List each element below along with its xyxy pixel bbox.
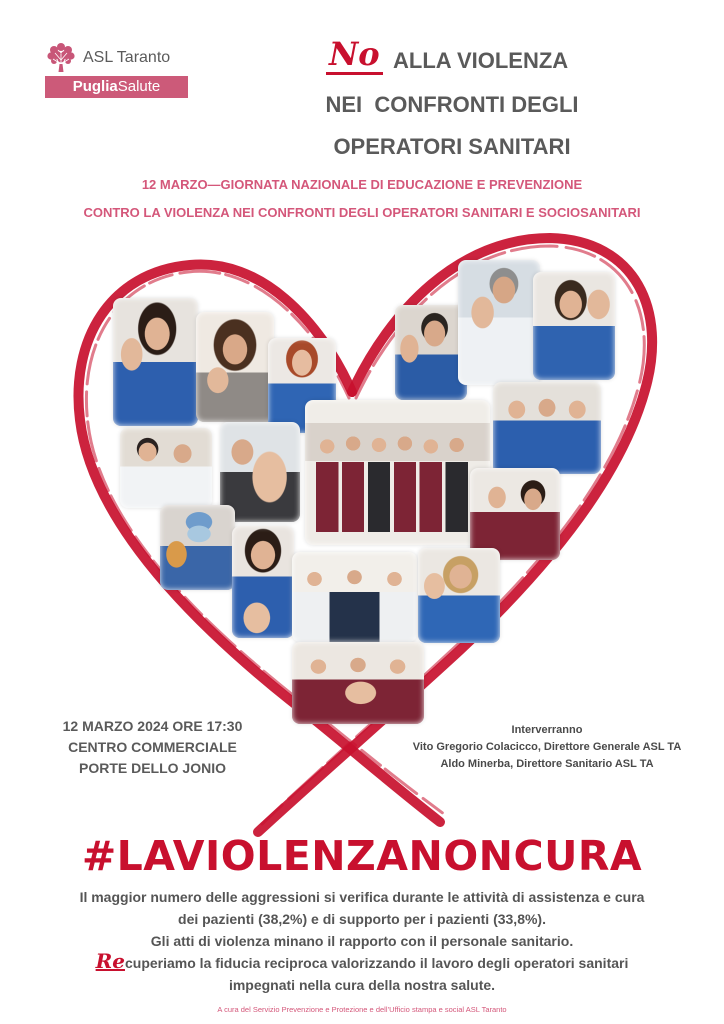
logo-org-name: ASL Taranto [83,49,171,66]
event-venue-line-1: CENTRO COMMERCIALE [68,739,237,755]
photo-two-doctors [120,428,212,508]
hashtag: #LAVIOLENZANONCURA [81,832,643,880]
body-line-4 [0,949,724,974]
speakers-heading: Interverranno [511,724,583,736]
logo-brand-badge [45,76,188,98]
photo-staff-maroon [470,468,560,560]
title-line-2: NEI CONFRONTI DEGLI [325,92,579,117]
body-text [0,886,724,996]
event-info [40,716,265,779]
title-line-3: OPERATORI SANITARI [333,134,571,159]
photo-group-corridor [292,552,417,642]
subtitle-line-1: 12 MARZO—GIORNATA NAZIONALE DI EDUCAZIONE E PREVENZIONE [141,177,583,192]
title-no: No [326,36,383,75]
photo-nurse-red-lips [232,526,294,638]
photo-doctor-glasses [395,305,467,400]
photo-staff-curly-hair [196,312,274,422]
body-line-2: dei pazienti (38,2%) e di supporto per i pazienti (33,8%). [178,911,546,927]
photo-group-ward [305,400,490,545]
body-line-4-rest: cuperiamo la fiducia reciproca valorizzando il lavoro degli operatori sanitari [124,955,629,971]
photo-staff-cap-mask [160,505,235,590]
photo-group-bottom [292,642,424,724]
photo-three-staff-blue [493,382,601,474]
speakers [390,722,704,773]
logo-brand-part-b: Salute [117,78,161,95]
body-line-3: Gli atti di violenza minano il rapporto con il personale sanitario. [150,933,574,949]
photo-nurse-blue-scrubs-1 [113,298,198,426]
logo-brand-part-a: Puglia [72,78,118,95]
subtitle-line-2: CONTRO LA VIOLENZA NEI CONFRONTI DEGLI OPERATORI SANITARI E SOCIOSANITARI [83,205,641,220]
event-venue-line-2: PORTE DELLO JONIO [78,760,226,776]
body-line-1: Il maggior numero delle aggressioni si verifica durante le attività di assistenza e cura [79,889,645,905]
title-line-1: ALLA VIOLENZA [393,48,569,73]
speaker-item: Vito Gregorio Colacicco, Direttore Generale ASL TA [412,741,682,753]
photo-doctor-white-coat [458,260,540,385]
body-line-5: impegnati nella cura della nostra salute. [228,977,496,993]
photo-nurse-blue-scrubs-2 [533,272,615,380]
body-highlight-re: Re [95,949,125,973]
speaker-item: Aldo Minerba, Direttore Sanitario ASL TA [440,758,654,770]
tree-icon [44,40,78,74]
footer-credits: A cura del Servizio Prevenzione e Protezione e dell’Ufficio stampa e social ASL Taranto [217,1005,507,1014]
photo-nurse-blonde [418,548,500,643]
event-datetime: 12 MARZO 2024 ORE 17:30 [62,718,243,734]
